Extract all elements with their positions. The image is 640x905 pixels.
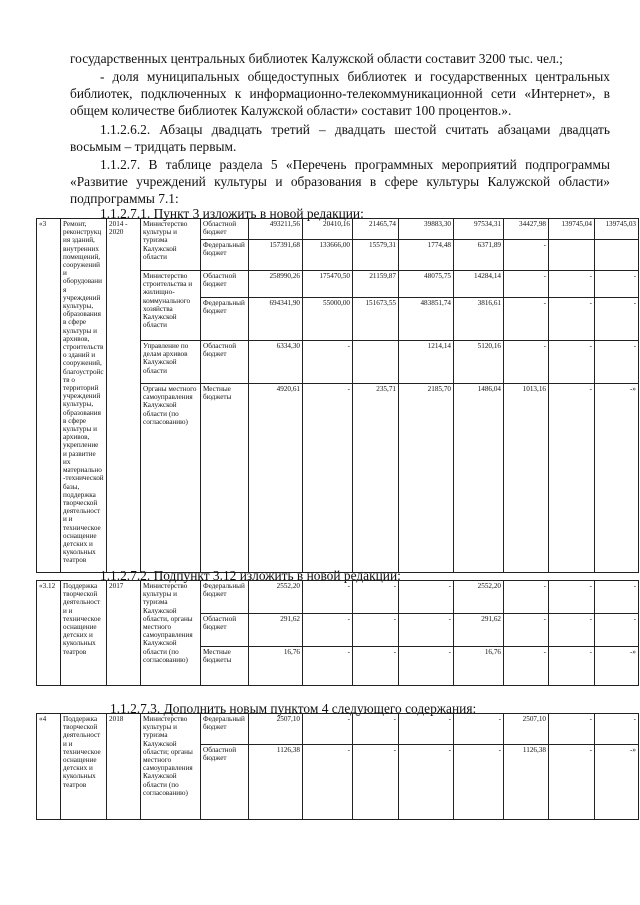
year-amount-cell: 3816,61 <box>454 298 504 341</box>
table-item-3-12 <box>36 580 639 686</box>
year-amount-cell: - <box>454 745 504 820</box>
item-number-cell: «3.12 <box>37 581 61 686</box>
year-amount-cell: - <box>549 298 595 341</box>
total-amount-cell: 291,62 <box>249 614 303 647</box>
year-amount-cell: 34427,98 <box>504 219 549 240</box>
paragraph-2: - доля муниципальных общедоступных библиотек и государственных центральных библиотек, подключенных к информационно-телекоммуникационной сети «Интернет», в общем количестве библиотек Калужской области» составит 100 процентов.». <box>70 69 610 118</box>
total-amount-cell: 1126,38 <box>249 745 303 820</box>
year-amount-cell: 2185,70 <box>399 384 454 573</box>
year-amount-cell: 291,62 <box>454 614 504 647</box>
year-amount-cell: 5120,16 <box>454 341 504 384</box>
year-amount-cell: 20410,16 <box>303 219 353 240</box>
year-amount-cell: - <box>303 384 353 573</box>
funding-source-cell: Федеральный бюджет <box>201 581 249 614</box>
item-name-cell: Поддержка творческой деятельности и техническое оснащение детских и кукольных театров <box>61 581 107 686</box>
year-amount-cell: - <box>353 647 399 686</box>
table-row <box>37 714 639 745</box>
year-amount-cell: - <box>549 341 595 384</box>
funding-source-cell: Областной бюджет <box>201 341 249 384</box>
year-amount-cell: - <box>303 647 353 686</box>
year-amount-cell: 139745,03 <box>595 219 639 240</box>
year-amount-cell: -» <box>595 745 639 820</box>
table-item-3 <box>36 218 639 573</box>
paragraph-4: 1.1.2.7. В таблице раздела 5 «Перечень программных мероприятий подпрограммы «Развитие учреждений культуры и образования в сфере культуры Калужской области» подпрограммы 7.1: <box>70 157 610 206</box>
year-amount-cell: - <box>399 614 454 647</box>
year-amount-cell: - <box>504 341 549 384</box>
year-amount-cell: - <box>504 271 549 298</box>
year-amount-cell <box>595 240 639 271</box>
year-amount-cell: -» <box>595 384 639 573</box>
funding-source-cell: Областной бюджет <box>201 614 249 647</box>
total-amount-cell: 493211,56 <box>249 219 303 240</box>
total-amount-cell: 694341,90 <box>249 298 303 341</box>
year-amount-cell: 15579,31 <box>353 240 399 271</box>
year-amount-cell: - <box>504 647 549 686</box>
year-amount-cell: 139745,04 <box>549 219 595 240</box>
funding-source-cell: Областной бюджет <box>201 219 249 240</box>
total-amount-cell: 2507,10 <box>249 714 303 745</box>
year-amount-cell: - <box>303 745 353 820</box>
year-amount-cell: - <box>549 647 595 686</box>
year-amount-cell: - <box>549 714 595 745</box>
year-amount-cell: - <box>595 581 639 614</box>
year-amount-cell: - <box>303 714 353 745</box>
year-amount-cell: 235,71 <box>353 384 399 573</box>
year-amount-cell: - <box>353 614 399 647</box>
year-amount-cell: 39883,30 <box>399 219 454 240</box>
year-amount-cell: 151673,55 <box>353 298 399 341</box>
total-amount-cell: 16,76 <box>249 647 303 686</box>
year-amount-cell: 14284,14 <box>454 271 504 298</box>
year-amount-cell: 175470,50 <box>303 271 353 298</box>
year-amount-cell: 1486,04 <box>454 384 504 573</box>
funding-source-cell: Местные бюджеты <box>201 384 249 573</box>
funding-source-cell: Федеральный бюджет <box>201 714 249 745</box>
year-amount-cell: 97534,31 <box>454 219 504 240</box>
heading-item-3-12: 1.1.2.7.2. Подпункт 3.12 изложить в новой редакции: <box>100 568 401 583</box>
year-amount-cell: - <box>303 614 353 647</box>
heading-item-3: 1.1.2.7.1. Пункт 3 изложить в новой редакции: <box>100 206 364 221</box>
funding-source-cell: Областной бюджет <box>201 745 249 820</box>
year-amount-cell: -» <box>595 647 639 686</box>
total-amount-cell: 4920,61 <box>249 384 303 573</box>
table-item-4 <box>36 713 639 820</box>
year-amount-cell: 55000,00 <box>303 298 353 341</box>
executor-cell: Управление по делам архивов Калужской области <box>141 341 201 384</box>
total-amount-cell: 2552,20 <box>249 581 303 614</box>
funding-source-cell: Областной бюджет <box>201 271 249 298</box>
executor-cell: Министерство культуры и туризма Калужской области; органы местного самоуправления Калужской области (по согласованию) <box>141 714 201 820</box>
table-row <box>37 581 639 614</box>
year-amount-cell: - <box>595 341 639 384</box>
executor-cell: Министерство строительства и жилищно-коммунального хозяйства Калужской области <box>141 271 201 341</box>
year-amount-cell: - <box>353 714 399 745</box>
year-amount-cell: 1214,14 <box>399 341 454 384</box>
year-amount-cell: - <box>454 714 504 745</box>
item-period-cell: 2014 - 2020 <box>107 219 141 573</box>
year-amount-cell: - <box>399 745 454 820</box>
year-amount-cell: - <box>303 341 353 384</box>
heading-item-4: 1.1.2.7.3. Дополнить новым пунктом 4 следующего содержания: <box>110 701 477 716</box>
year-amount-cell: 21465,74 <box>353 219 399 240</box>
year-amount-cell: 133666,00 <box>303 240 353 271</box>
year-amount-cell: - <box>399 714 454 745</box>
year-amount-cell: - <box>504 581 549 614</box>
executor-cell: Министерство культуры и туризма Калужской области <box>141 219 201 271</box>
year-amount-cell <box>549 240 595 271</box>
year-amount-cell: - <box>353 745 399 820</box>
paragraph-3: 1.1.2.6.2. Абзацы двадцать третий – двадцать шестой считать абзацами двадцать восьмым – тридцать первым. <box>70 122 610 154</box>
year-amount-cell: 1126,38 <box>504 745 549 820</box>
year-amount-cell: - <box>303 581 353 614</box>
year-amount-cell: - <box>595 714 639 745</box>
year-amount-cell: - <box>504 298 549 341</box>
funding-source-cell: Федеральный бюджет <box>201 240 249 271</box>
year-amount-cell: 1013,16 <box>504 384 549 573</box>
table-row <box>37 219 639 240</box>
year-amount-cell: 483851,74 <box>399 298 454 341</box>
year-amount-cell: 21159,87 <box>353 271 399 298</box>
year-amount-cell: - <box>595 298 639 341</box>
year-amount-cell: 48075,75 <box>399 271 454 298</box>
year-amount-cell: 2552,20 <box>454 581 504 614</box>
item-number-cell: «3 <box>37 219 61 573</box>
year-amount-cell: - <box>399 647 454 686</box>
year-amount-cell: - <box>549 614 595 647</box>
year-amount-cell <box>353 341 399 384</box>
funding-source-cell: Местные бюджеты <box>201 647 249 686</box>
item-number-cell: «4 <box>37 714 61 820</box>
paragraph-1: государственных центральных библиотек Калужской области составит 3200 тыс. чел.; <box>70 51 563 66</box>
year-amount-cell: - <box>549 384 595 573</box>
funding-source-cell: Федеральный бюджет <box>201 298 249 341</box>
total-amount-cell: 157391,68 <box>249 240 303 271</box>
year-amount-cell: - <box>353 581 399 614</box>
item-name-cell: Поддержка творческой деятельности и техническое оснащение детских и кукольных театров <box>61 714 107 820</box>
year-amount-cell: - <box>504 240 549 271</box>
year-amount-cell: 1774,48 <box>399 240 454 271</box>
year-amount-cell: - <box>399 581 454 614</box>
year-amount-cell: - <box>549 271 595 298</box>
item-period-cell: 2018 <box>107 714 141 820</box>
year-amount-cell: 2507,10 <box>504 714 549 745</box>
total-amount-cell: 258990,26 <box>249 271 303 298</box>
year-amount-cell: - <box>595 614 639 647</box>
executor-cell: Органы местного самоуправления Калужской области (по согласованию) <box>141 384 201 573</box>
year-amount-cell: 16,76 <box>454 647 504 686</box>
year-amount-cell: 6371,89 <box>454 240 504 271</box>
item-name-cell: Ремонт, реконструкция зданий, внутренних помещений, сооружений и оборудования учреждений культуры, образования в сфере культуры и архивов, строительство зданий и сооружений, благоустройств о территорий учреждений культуры, образования в сфере культуры и архивов, укрепление и развитие их материально-технической базы, поддержка творческой деятельности и техническое оснащение детских и кукольных театров <box>61 219 107 573</box>
item-period-cell: 2017 <box>107 581 141 686</box>
year-amount-cell: - <box>595 271 639 298</box>
executor-cell: Министерство культуры и туризма Калужской области, органы местного самоуправления Калужской области (по согласованию) <box>141 581 201 686</box>
year-amount-cell: - <box>504 614 549 647</box>
year-amount-cell: - <box>549 745 595 820</box>
total-amount-cell: 6334,30 <box>249 341 303 384</box>
year-amount-cell: - <box>549 581 595 614</box>
